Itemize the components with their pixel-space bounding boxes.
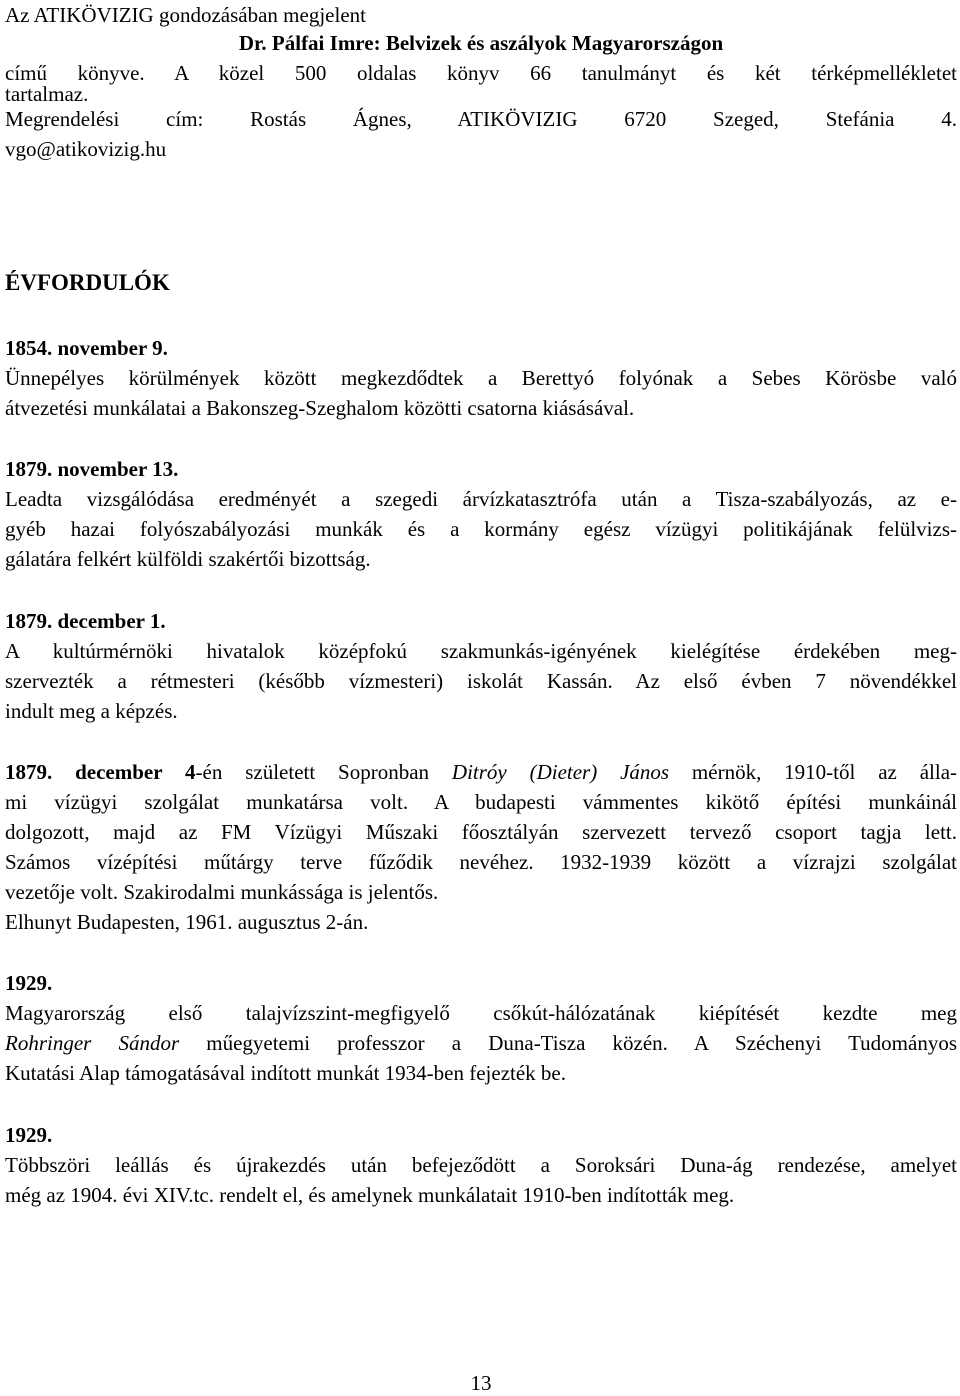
- intro-line: című könyve. A közel 500 oldalas könyv 66 tanulmányt és két térképmellékletet: [5, 61, 957, 85]
- entry-text: műegyetemi professzor a Duna-Tisza közén. A Széchenyi Tudományos: [179, 1031, 957, 1055]
- entry-date: 1879. november 13.: [5, 457, 179, 481]
- anniversary-entry: [5, 606, 957, 726]
- section-title: ÉVFORDULÓK: [5, 270, 170, 295]
- entry-text: mérnök, 1910-től az álla-: [669, 760, 958, 784]
- page-number: 13: [470, 1371, 492, 1395]
- anniversary-entry: [5, 757, 957, 937]
- entry-text-line: vezetője volt. Szakirodalmi munkássága is jelentős.: [5, 880, 439, 904]
- entry-text-line: [5, 1028, 957, 1058]
- entry-text-line: még az 1904. évi XIV.tc. rendelt el, és amelynek munkálatait 1910-ben indították meg.: [5, 1183, 735, 1207]
- entry-date: 1854. november 9.: [5, 336, 168, 360]
- anniversary-entry: [5, 333, 957, 423]
- entry-text-line: indult meg a képzés.: [5, 699, 178, 723]
- entry-text-line: dolgozott, majd az FM Vízügyi Műszaki főosztályán szervezett tervező csoport tagja lett.: [5, 820, 957, 844]
- entry-text-line: Kutatási Alap támogatásával indított munkát 1934-ben fejezték be.: [5, 1061, 567, 1085]
- entry-text-line: szervezték a rétmesteri (később vízmesteri) iskolát Kassán. Az első évben 7 növendékkel: [5, 669, 957, 693]
- entry-date: 1879. december 4: [5, 760, 196, 784]
- entry-text-line: átvezetési munkálatai a Bakonszeg-Szeghalom közötti csatorna kiásásával.: [5, 396, 635, 420]
- entry-first-line: [5, 757, 957, 787]
- entry-text-line: Ünnepélyes körülmények között megkezdődtek a Berettyó folyónak a Sebes Körösbe való: [5, 366, 957, 390]
- intro-line: tartalmaz.: [5, 82, 89, 106]
- intro-block: [5, 0, 957, 164]
- entry-text-line: Magyarország első talajvízszint-megfigyelő csőkút-hálózatának kiépítését kezdte meg: [5, 1001, 957, 1025]
- entry-text-line: Többszöri leállás és újrakezdés után befejeződött a Soroksári Duna-ág rendezése, amelyet: [5, 1153, 957, 1177]
- entry-text-line: gyéb hazai folyószabályozási munkák és a kormány egész vízügyi politikájának felülvizs-: [5, 517, 957, 541]
- anniversary-entry: [5, 454, 957, 574]
- entry-date: 1929.: [5, 1123, 53, 1147]
- email-link[interactable]: vgo@atikovizig.hu: [5, 137, 167, 161]
- entry-date: 1879. december 1.: [5, 609, 166, 633]
- entry-text: -én született Sopronban: [195, 760, 452, 784]
- intro-line: Megrendelési cím: Rostás Ágnes, ATIKÖVIZIG 6720 Szeged, Stefánia 4.: [5, 107, 957, 131]
- entry-text-line: gálatára felkért külföldi szakértői bizottság.: [5, 547, 371, 571]
- book-title: Dr. Pálfai Imre: Belvizek és aszályok Magyarországon: [238, 31, 724, 55]
- entry-text-line: Elhunyt Budapesten, 1961. augusztus 2-án.: [5, 910, 369, 934]
- entry-text-line: A kultúrmérnöki hivatalok középfokú szakmunkás-igényének kielégítése érdekében meg-: [5, 639, 957, 663]
- entry-text-line: mi vízügyi szolgálat munkatársa volt. A budapesti vámmentes kikötő építési munkáinál: [5, 790, 957, 814]
- anniversary-entry: [5, 1120, 957, 1210]
- person-name: Rohringer Sándor: [5, 1031, 180, 1055]
- entry-text-line: Leadta vizsgálódása eredményét a szegedi árvízkatasztrófa után a Tisza-szabályozás, az e-: [5, 487, 957, 511]
- person-name: Ditróy (Dieter) János: [451, 760, 670, 784]
- entry-date: 1929.: [5, 971, 53, 995]
- intro-line: Az ATIKÖVIZIG gondozásában megjelent: [5, 3, 366, 27]
- anniversary-entry: [5, 968, 957, 1088]
- entry-text-line: Számos vízépítési műtárgy terve fűződik nevéhez. 1932-1939 között a vízrajzi szolgálat: [5, 850, 957, 874]
